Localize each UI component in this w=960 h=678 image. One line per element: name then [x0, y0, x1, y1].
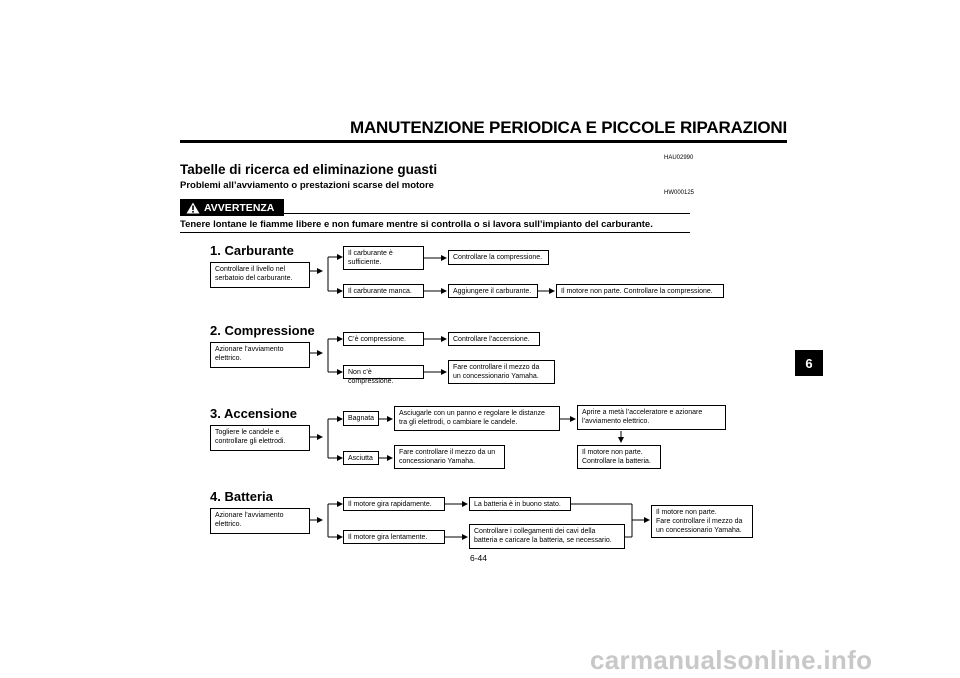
step-title-batteria: 4. Batteria [210, 489, 273, 504]
accensione-result-a: Asciugarle con un panno e regolare le distanze tra gli elettrodi, o cambiare le candele. [394, 406, 560, 431]
step-title-compressione: 2. Compressione [210, 323, 315, 338]
batteria-final-box: Il motore non parte. Fare controllare il mezzo da un concessionario Yamaha. [651, 505, 753, 538]
accensione-start-box: Togliere le candele e controllare gli elettrodi. [210, 425, 310, 451]
carburante-result-a: Controllare la compressione. [448, 250, 549, 265]
chapter-tab: 6 [795, 350, 823, 376]
carburante-branch-a: Il carburante è sufficiente. [343, 246, 424, 270]
batteria-branch-a: Il motore gira rapidamente. [343, 497, 445, 511]
carburante-result-b: Aggiungere il carburante. [448, 284, 538, 298]
batteria-result-a: La batteria è in buono stato. [469, 497, 571, 511]
page-title: MANUTENZIONE PERIODICA E PICCOLE RIPARAZIONI [350, 118, 787, 137]
carburante-branch-b: Il carburante manca. [343, 284, 424, 298]
warning-text: Tenere lontane le fiamme libere e non fumare mentre si controlla o si lavora sull’impianto del carburante. [180, 219, 653, 230]
accensione-result-b: Fare controllare il mezzo da un concessionario Yamaha. [394, 445, 505, 469]
batteria-branch-b: Il motore gira lentamente. [343, 530, 445, 544]
warning-label: AVVERTENZA [204, 201, 275, 214]
page-number: 6-44 [470, 553, 488, 563]
carburante-start-box: Controllare il livello nel serbatoio del carburante. [210, 262, 310, 288]
compressione-branch-b: Non c’è compressione. [343, 365, 424, 379]
compressione-branch-a: C’è compressione. [343, 332, 424, 346]
batteria-result-b: Controllare i collegamenti dei cavi della batteria e caricare la batteria, se necessario. [469, 524, 625, 549]
section-title: Tabelle di ricerca ed eliminazione guasti [180, 162, 438, 177]
step-title-accensione: 3. Accensione [210, 406, 297, 421]
watermark: carmanualsonline.info [590, 645, 873, 675]
accensione-branch-b: Asciutta [343, 451, 379, 465]
warning-code: HW000125 [664, 190, 695, 196]
accensione-branch-a: Bagnata [343, 411, 379, 426]
accensione-result-a3: Il motore non parte. Controllare la batteria. [577, 445, 661, 469]
compressione-result-b: Fare controllare il mezzo da un concessionario Yamaha. [448, 360, 555, 384]
compressione-result-a: Controllare l’accensione. [448, 332, 540, 346]
section-code: HAU02990 [664, 155, 694, 161]
section-subtitle: Problemi all’avviamento o prestazioni scarse del motore [180, 180, 434, 191]
carburante-result-b2: Il motore non parte. Controllare la compressione. [556, 284, 724, 298]
accensione-result-a2: Aprire a metà l’acceleratore e azionare l’avviamento elettrico. [577, 405, 726, 430]
compressione-start-box: Azionare l’avviamento elettrico. [210, 342, 310, 368]
step-title-carburante: 1. Carburante [210, 243, 294, 258]
batteria-start-box: Azionare l’avviamento elettrico. [210, 508, 310, 534]
